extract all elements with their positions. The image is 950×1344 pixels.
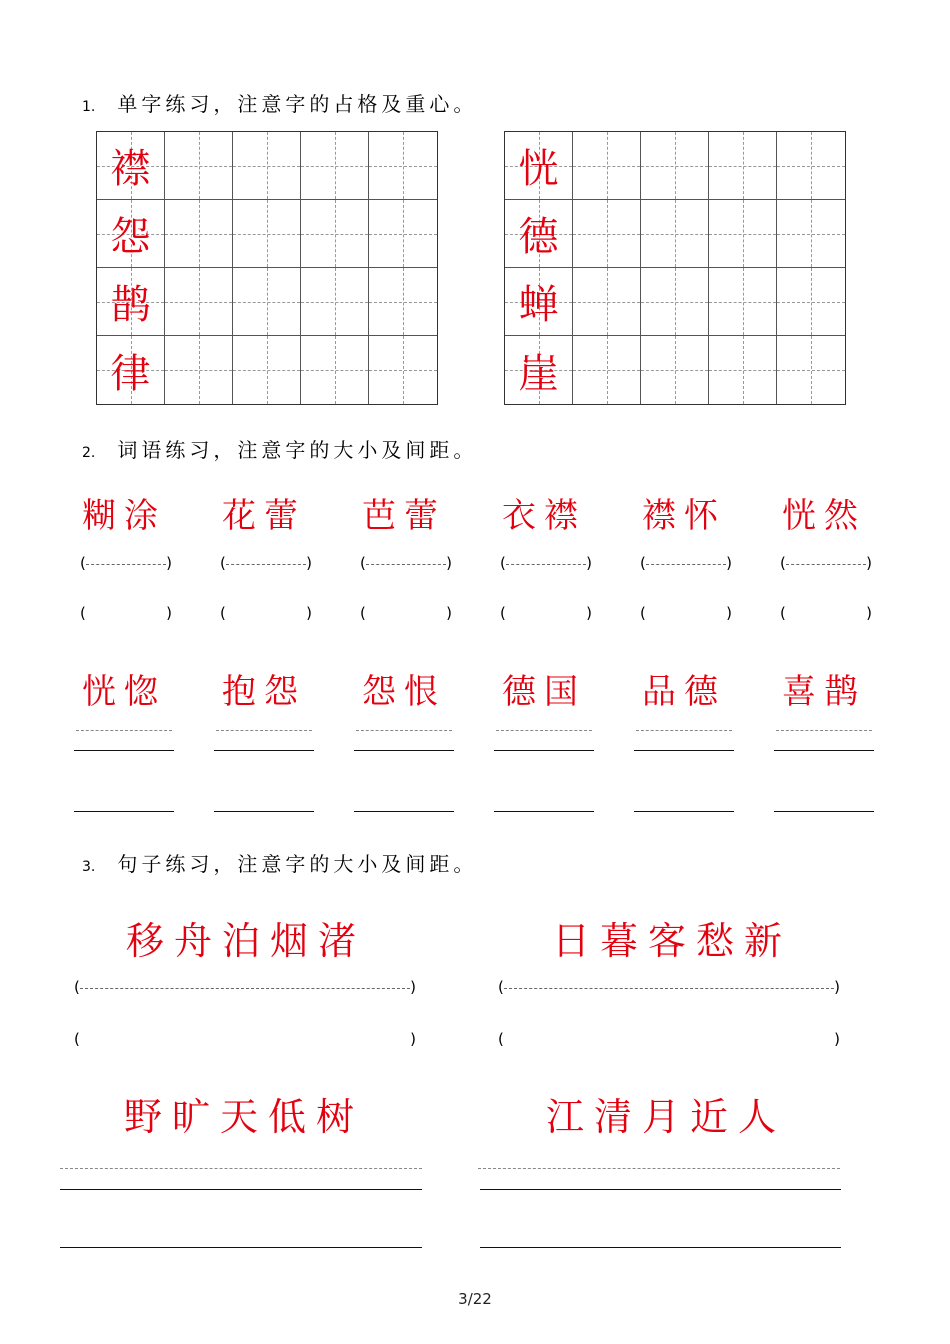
model-char-cell	[97, 268, 165, 336]
practice-cell[interactable]	[709, 132, 777, 200]
pinyin-parens[interactable]: ( )	[74, 978, 416, 996]
writing-grid-right	[504, 131, 846, 405]
practice-cell[interactable]	[709, 200, 777, 268]
section-3-title: 句子练习，注意字的大小及间距。	[117, 852, 478, 876]
writing-line[interactable]	[214, 811, 314, 812]
model-word: 恍惚	[82, 672, 166, 712]
practice-cell[interactable]	[709, 336, 777, 404]
practice-cell[interactable]	[641, 132, 709, 200]
section-3-number: 3.	[82, 859, 96, 875]
practice-cell[interactable]	[777, 268, 845, 336]
model-word: 喜鹊	[782, 672, 866, 712]
section-1-number: 1.	[82, 99, 96, 115]
writing-line[interactable]	[60, 1189, 422, 1190]
practice-cell[interactable]	[369, 200, 437, 268]
writing-grid-left	[96, 131, 438, 405]
guide-line	[60, 1168, 422, 1169]
practice-cell[interactable]	[709, 268, 777, 336]
section-2-heading	[82, 434, 477, 463]
writing-line[interactable]	[634, 811, 734, 812]
answer-parens[interactable]: ( )	[80, 604, 172, 622]
poem-line-3: 野旷天低树	[124, 1095, 365, 1139]
practice-cell[interactable]	[233, 132, 301, 200]
pinyin-parens[interactable]: ( )	[220, 554, 312, 572]
model-word: 衣襟	[502, 496, 586, 536]
practice-cell[interactable]	[777, 336, 845, 404]
model-char-cell	[97, 200, 165, 268]
pinyin-parens[interactable]: ( )	[360, 554, 452, 572]
guide-line	[478, 1168, 840, 1169]
model-char-cell	[505, 336, 573, 404]
model-word: 恍然	[782, 496, 866, 536]
practice-cell[interactable]	[573, 200, 641, 268]
writing-line[interactable]	[634, 750, 734, 751]
model-character: 律	[110, 350, 151, 397]
model-word: 怨恨	[362, 672, 446, 712]
poem-line-4: 江清月近人	[546, 1095, 787, 1139]
section-2-number: 2.	[82, 445, 96, 461]
practice-cell[interactable]	[641, 336, 709, 404]
writing-line[interactable]	[494, 750, 594, 751]
section-1-heading	[82, 88, 477, 117]
answer-parens[interactable]: ( )	[640, 604, 732, 622]
guide-line	[636, 730, 732, 731]
practice-cell[interactable]	[573, 336, 641, 404]
practice-cell[interactable]	[641, 200, 709, 268]
model-word: 芭蕾	[362, 496, 446, 536]
practice-cell[interactable]	[641, 268, 709, 336]
practice-cell[interactable]	[233, 268, 301, 336]
model-word: 德国	[502, 672, 586, 712]
section-2-title: 词语练习，注意字的大小及间距。	[117, 438, 478, 462]
model-char-cell	[505, 132, 573, 200]
model-character: 鹊	[110, 282, 151, 328]
model-word: 抱怨	[222, 672, 306, 712]
practice-cell[interactable]	[233, 336, 301, 404]
writing-line[interactable]	[214, 750, 314, 751]
practice-cell[interactable]	[165, 132, 233, 200]
practice-cell[interactable]	[369, 268, 437, 336]
answer-parens[interactable]: ( )	[220, 604, 312, 622]
practice-cell[interactable]	[777, 200, 845, 268]
model-word: 襟怀	[642, 496, 726, 536]
model-char-cell	[505, 268, 573, 336]
model-word: 花蕾	[222, 496, 306, 536]
practice-cell[interactable]	[165, 268, 233, 336]
writing-line[interactable]	[60, 1247, 422, 1248]
pinyin-parens[interactable]: ( )	[640, 554, 732, 572]
practice-cell[interactable]	[233, 200, 301, 268]
writing-line[interactable]	[480, 1247, 841, 1248]
practice-cell[interactable]	[301, 336, 369, 404]
practice-cell[interactable]	[165, 336, 233, 404]
model-character: 襟	[110, 146, 151, 192]
writing-line[interactable]	[354, 811, 454, 812]
practice-cell[interactable]	[301, 268, 369, 336]
model-char-cell	[505, 200, 573, 268]
practice-cell[interactable]	[369, 336, 437, 404]
writing-line[interactable]	[494, 811, 594, 812]
model-character: 怨	[110, 214, 151, 260]
answer-parens[interactable]: ( )	[498, 1030, 840, 1048]
page-number: 3/22	[458, 1290, 492, 1308]
guide-line	[776, 730, 872, 731]
model-character: 恍	[518, 146, 559, 192]
writing-line[interactable]	[74, 750, 174, 751]
model-char-cell	[97, 132, 165, 200]
practice-cell[interactable]	[165, 200, 233, 268]
practice-cell[interactable]	[573, 132, 641, 200]
answer-parens[interactable]: ( )	[74, 1030, 416, 1048]
poem-line-2: 日暮客愁新	[552, 919, 793, 963]
model-word: 品德	[642, 672, 726, 712]
section-3-heading	[82, 848, 477, 877]
writing-line[interactable]	[774, 811, 874, 812]
practice-cell[interactable]	[301, 200, 369, 268]
writing-line[interactable]	[74, 811, 174, 812]
practice-cell[interactable]	[301, 132, 369, 200]
model-character: 德	[518, 214, 559, 260]
model-char-cell	[97, 336, 165, 404]
answer-parens[interactable]: ( )	[780, 604, 872, 622]
writing-line[interactable]	[774, 750, 874, 751]
pinyin-parens[interactable]: ( )	[498, 978, 840, 996]
model-character: 崖	[518, 350, 559, 397]
guide-line	[76, 730, 172, 731]
pinyin-parens[interactable]: ( )	[500, 554, 592, 572]
answer-parens[interactable]: ( )	[500, 604, 592, 622]
poem-line-1: 移舟泊烟渚	[126, 919, 367, 963]
writing-line[interactable]	[480, 1189, 841, 1190]
answer-parens[interactable]: ( )	[360, 604, 452, 622]
model-word: 糊涂	[82, 496, 166, 536]
writing-line[interactable]	[354, 750, 454, 751]
guide-line	[496, 730, 592, 731]
pinyin-parens[interactable]: ( )	[80, 554, 172, 572]
practice-cell[interactable]	[369, 132, 437, 200]
practice-cell[interactable]	[777, 132, 845, 200]
section-1-title: 单字练习，注意字的占格及重心。	[117, 92, 478, 116]
guide-line	[356, 730, 452, 731]
pinyin-parens[interactable]: ( )	[780, 554, 872, 572]
guide-line	[216, 730, 312, 731]
model-character: 蝉	[518, 282, 559, 328]
practice-cell[interactable]	[573, 268, 641, 336]
